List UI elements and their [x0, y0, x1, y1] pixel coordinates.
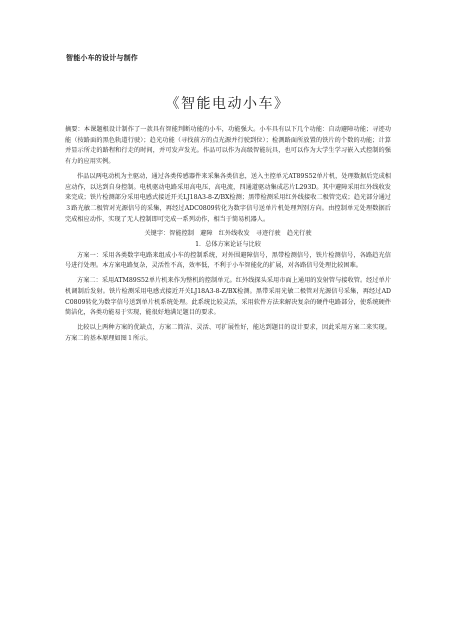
plan-two-paragraph: 方案二：采用ATM89S52单片机来作为整机的控制单元。红外线探头采用市面上通用的发射管与接收管。经过单片机调制后发射。铁片检测采用电感式接近开关LJ18A3-8-Z/BX检测。黑带采用光敏二极管对光源信号采集，再经过ADC0809转化为数字信号送到单片机系统处理。此系统比较灵活，采用软件方法来解决复杂的硬件电路部分，使系统硬件简洁化，各类功能易于实现，能很好地满足题目的要求。 — [65, 277, 391, 317]
intro-paragraph: 作品以两电动机为主驱动，通过各类传感器件来采集各类信息，送入主控单元AT89S52单片机，处理数据后完成相应动作，以达到自身控制。电机驱动电路采用高电压，高电流，四通道驱动集成芯片L293D。其中避障采用红外线收发来完成；铁片检测部分采用电感式接近开关LJ18A3-8-Z/BX检测；黑带检测采用红外线接收二极管完成；趋光部分通过３路光敏二极管对光源信号的采集，再经过ADC0809转化为数字信号送单片机处理判别方向。由控制单元处理数据后完成相应动作，实现了无人控制即可完成一系列动作，相当于简易机器人。 — [65, 172, 391, 223]
document-body — [65, 125, 391, 348]
plan-one-paragraph: 方案一：采用各类数字电路来组成小车的控制系统，对外围避障信号，黑带检测信号，铁片检测信号，各路趋光信号进行处理。本方案电路复杂，灵活性不高，效率低，不利于小车智能化的扩展，对各路信号处理比较困难。 — [65, 251, 391, 270]
document-title: 《智能电动小车》 — [165, 96, 290, 112]
keywords-line: 关键字：智能控制 避障 红外线收发 寻迹行驶 趋光行驶 — [144, 230, 312, 238]
comparison-paragraph: 比较以上两种方案的优缺点，方案二简洁、灵活、可扩展性好，能达到题目的设计要求，因此采用方案二来实现。方案二的基本原理如图１所示。 — [65, 323, 391, 342]
running-header: 智能小车的设计与制作 — [66, 54, 138, 62]
section-heading: 1．总体方案论证与比较 — [195, 241, 261, 249]
abstract-paragraph: 摘要：本课题根设计制作了一款具有智能判断功能的小车，功能强大。小车具有以下几个功能：自动避障功能；寻迹功能（按路面的黑色轨道行驶）；趋光功能（寻找前方的点光源并行驶到位）；检测路面所放置的铁片的个数的功能；计算并显示所走的路程和行走的时间，并可发声发光。作品可以作为高级智能玩具，也可以作为大学生学习嵌入式控制的强有力的应用实例。 — [65, 126, 391, 166]
